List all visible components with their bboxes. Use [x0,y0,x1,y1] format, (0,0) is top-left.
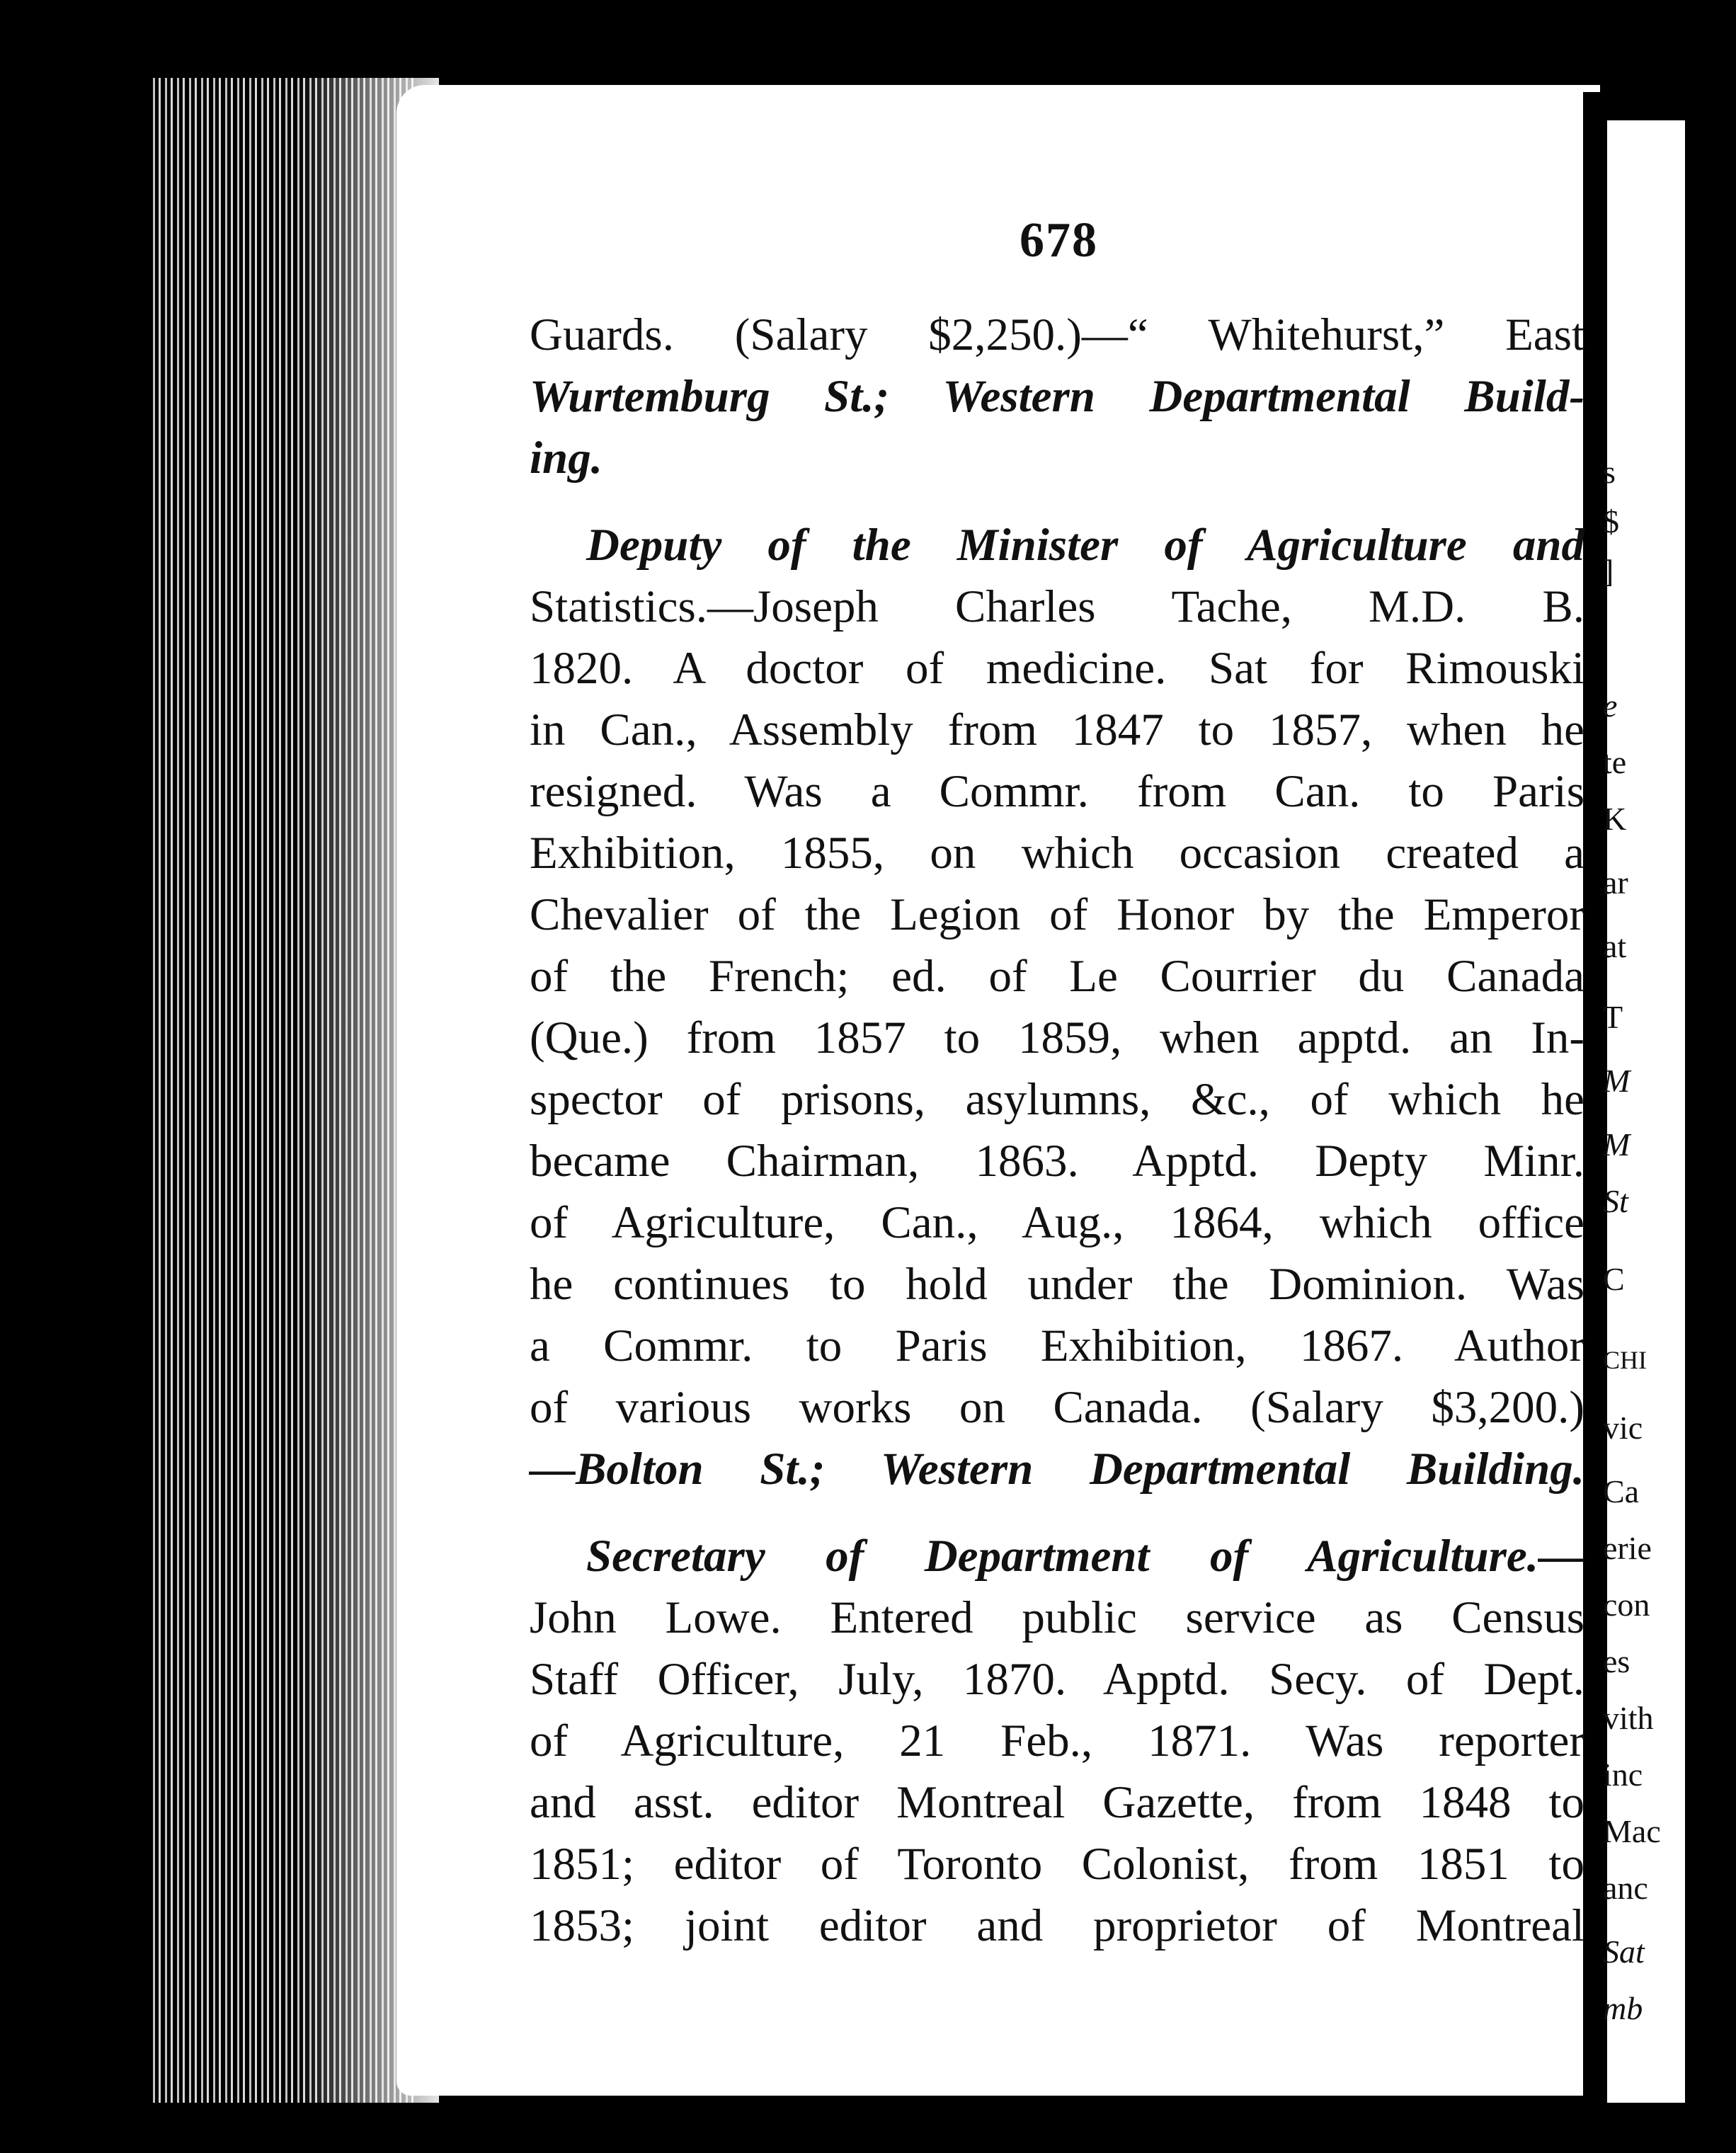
text-line: of various works on Canada. (Salary $3,200.) [530,1382,1584,1433]
text-line: resigned. Was a Commr. from Can. to Paris [530,766,1584,817]
next-page-fragment: vic [1603,1410,1643,1446]
next-page-fragment: K [1603,801,1627,837]
text-line: ing. [530,433,603,484]
page-number: 678 [1020,213,1098,268]
next-page-fragment: ] [1603,553,1614,589]
text-line: and asst. editor Montreal Gazette, from 1848 to [530,1777,1584,1828]
next-page-fragment: M [1603,1063,1631,1099]
text-line: 1820. A doctor of medicine. Sat for Rimouski [530,643,1584,694]
text-line: Statistics.—Joseph Charles Tache, M.D. B. [530,581,1584,632]
next-page-fragment: T [1603,999,1623,1035]
text-line: Wurtemburg St.; Western Departmental Build- [530,371,1584,422]
text-line: (Que.) from 1857 to 1859, when apptd. an In- [530,1012,1584,1063]
next-page-fragment: e [1603,687,1618,724]
page-body [530,304,1592,1957]
next-page-fragment: at [1603,928,1627,964]
next-page-fragment: Mac [1603,1813,1661,1849]
next-page-sliver [1603,120,1685,2103]
next-page-fragment: M [1603,1126,1631,1163]
text-line: Deputy of the Minister of Agriculture and [586,520,1584,571]
next-page-fragment: s [1603,454,1616,490]
next-page-fragment: CHI [1603,1346,1647,1374]
text-line: of Agriculture, 21 Feb., 1871. Was reporter [530,1715,1584,1766]
next-page-fragment: $ [1603,503,1619,539]
text-line: in Can., Assembly from 1847 to 1857, when he [530,704,1584,755]
next-page-fragment: vith [1603,1700,1654,1736]
next-page-fragment: anc [1603,1870,1648,1906]
text-line: became Chairman, 1863. Apptd. Depty Minr. [530,1136,1584,1187]
text-line: Staff Officer, July, 1870. Apptd. Secy. of Dept. [530,1654,1584,1705]
text-line: Chevalier of the Legion of Honor by the Emperor [530,889,1584,940]
next-page-fragment: St [1603,1183,1628,1219]
next-page-fragment: ar [1603,864,1628,901]
next-page-fragment: C [1603,1261,1625,1297]
text-line: Exhibition, 1855, on which occasion created a [530,828,1584,879]
next-page-fragment: inc [1603,1757,1643,1793]
next-page-fragment: Ca [1603,1473,1640,1509]
next-page-fragment: te [1603,744,1627,780]
next-page-fragment: mb [1603,1990,1643,2026]
text-line: spector of prisons, asylumns, &c., of which he [530,1074,1584,1125]
text-line: of Agriculture, Can., Aug., 1864, which office [530,1197,1584,1248]
text-line: Guards. (Salary $2,250.)—“ Whitehurst,” East [530,309,1584,360]
next-page-fragment: con [1603,1587,1650,1623]
text-line: 1853; joint editor and proprietor of Montreal [530,1900,1584,1951]
next-page-fragment: Sat [1603,1934,1645,1970]
text-line: Secretary of Department of Agriculture.— [586,1531,1584,1582]
text-line: John Lowe. Entered public service as Census [530,1592,1584,1643]
next-page-fragment: es [1603,1643,1631,1679]
next-page-fragment: erie [1603,1530,1652,1566]
text-line: 1851; editor of Toronto Colonist, from 1851 to [530,1839,1584,1890]
text-line: he continues to hold under the Dominion. Was [530,1259,1584,1310]
text-line: of the French; ed. of Le Courrier du Canada [530,951,1584,1002]
text-line: —Bolton St.; Western Departmental Building. [530,1444,1584,1495]
text-line: a Commr. to Paris Exhibition, 1867. Author [530,1320,1584,1371]
